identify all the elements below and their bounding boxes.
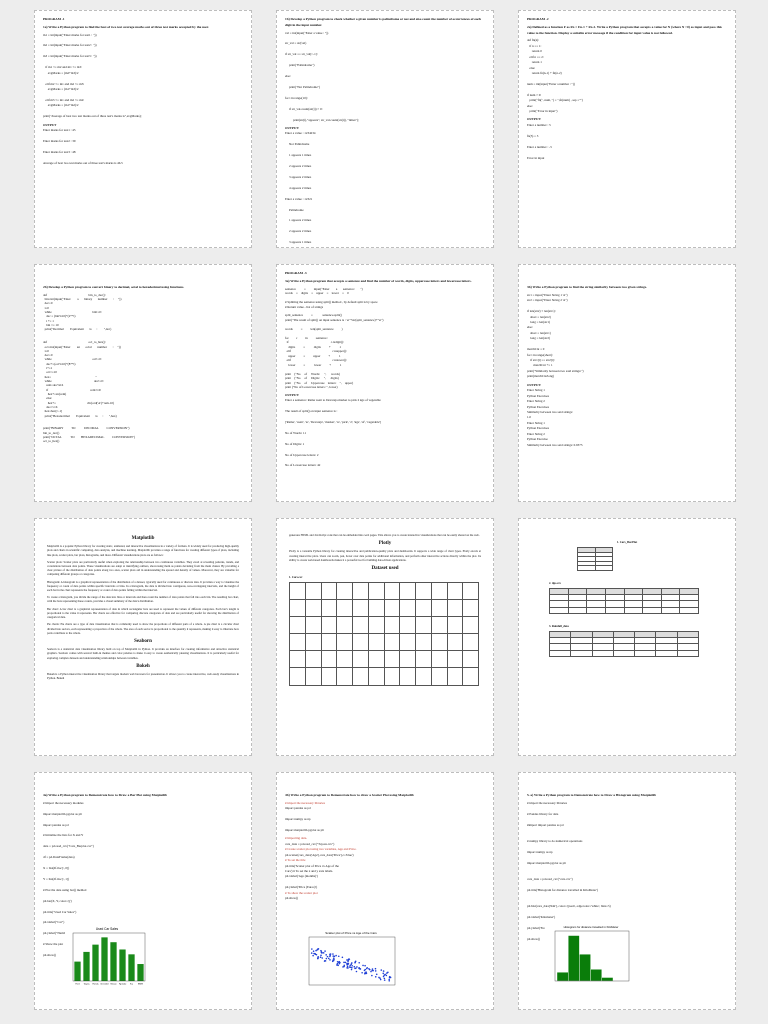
scatter-point	[320, 950, 322, 952]
scatter-point	[380, 969, 382, 971]
scatter-point	[346, 967, 348, 969]
histogram-km	[545, 923, 635, 989]
scatter-point	[351, 962, 353, 964]
para-histogram-2: To create a histogram, you divide the range of the data into bins or intervals and then count the number of data points that fall into each bin. The resulting bar chart, with the bars representing these counts, provides a visual summary of the data's distribution.	[47, 595, 239, 604]
scatter-point	[347, 966, 349, 968]
para-pie: Pie charts: Pie charts are a type of data visualization that is commonly used to show the proportions of different parts of a whole. A pie chart is a circular chart divided into sectors, each representing a proportion of the whole. The area of each sector is proportional to the quantity it represents, making it easy to illustrate how parts contribute to the whole.	[47, 622, 239, 635]
scatter-point	[323, 952, 325, 954]
scatter-point	[325, 954, 327, 956]
page-5	[276, 264, 494, 502]
comment-import: # import the necessary libraries	[285, 800, 326, 805]
tick-label: BMW	[138, 983, 143, 986]
scatter-point	[383, 970, 385, 972]
scatter-point	[371, 975, 373, 977]
tick-label: Nissan	[110, 983, 117, 986]
scatter-point	[327, 956, 329, 958]
scatter-point	[338, 961, 340, 963]
tick-label: Chevrolet	[100, 983, 109, 986]
scatter-point	[354, 966, 356, 968]
scatter-point	[346, 964, 348, 966]
histogram-bar	[602, 978, 613, 981]
table-row	[290, 582, 479, 599]
para-bar: Bar chart: A bar chart is a graphical representation of data in which rectangular bars are used to represent the values of different categories. Each bar's length is proportional to the value it represents. Bar charts are effective for comparing discrete categories of data and are particularly useful for showing the distribution of categorical data.	[47, 606, 239, 620]
scatter-point	[313, 953, 315, 955]
scatter-point	[351, 965, 353, 967]
page-4-heading: 2b) Develop a Python program to convert binary to decimal, octal to hexadecimal using functions.	[43, 285, 185, 289]
page-1-heading: 1a) Write a Python program to find the best of two test average marks out of three test marks accepted by the user.	[43, 24, 209, 29]
bar	[83, 952, 89, 981]
scatter-point	[321, 957, 323, 959]
page-10-code: # Import the necessary modules import matplotlib.pyplot as plt import pandas as pd # Initialize the lists for X and Y data = pd.read_csv("Cars_Barplot.csv") df = pd.DataFrame(data) X = list(df.iloc[:, 0]) Y = list(df.iloc[:, 1]) # Plot the data using bar() method plt.bar(X, Y, color='g') plt.title("Used Car Sales") plt.xlabel("Car") plt.ylabel("Number Sold") # Show the plot plt.show()	[43, 800, 94, 958]
scatter-point	[375, 968, 377, 970]
comment-show: # To show the scatter plot	[285, 890, 318, 895]
scatter-point	[345, 962, 347, 964]
scatter-point	[321, 952, 323, 954]
cars-table	[289, 582, 479, 686]
table-row	[290, 651, 479, 668]
para-bokeh-cont: generates HTML and JavaScript code that can be embedded into web pages. This allows you to create interactive visualizations that can be easily shared on the web.	[289, 533, 480, 537]
scatter-point	[347, 961, 349, 963]
table-row	[578, 566, 613, 571]
scatter-point	[324, 960, 326, 962]
page-7	[34, 518, 252, 756]
code-imports: import pandas as pd import numpy as np import matplotlib.pyplot as plt	[285, 806, 324, 832]
scatter-chart-price-vs-age	[299, 929, 399, 993]
page-3-output-label: OUTPUT:	[527, 117, 542, 122]
rainfall-table	[549, 631, 699, 657]
scatter-point	[329, 956, 331, 958]
scatter-point	[375, 976, 377, 978]
scatter-point	[346, 959, 348, 961]
scatter-point	[364, 970, 366, 972]
section-matplotlib: Matplotlib	[131, 536, 155, 541]
scatter-point	[378, 977, 380, 979]
scatter-point	[332, 953, 334, 955]
para-seaborn: Seaborn is a statistical data visualization library built on top of Matplotlib in Python. It provides an interface for creating informative and attractive statistical graphics. Seaborn comes with several built-in themes and color palettes to make it easy to create aesthetically pleasing visualizations. It is particularly useful for exploring complex datasets and understanding relationships between variables.	[47, 647, 239, 660]
page-11-heading: 4b) Write a Python program to Demonstrate how to draw a Scatter Plot using Matplotlib	[285, 793, 414, 797]
comment-title: # To set the title	[285, 858, 306, 863]
scatter-point	[326, 958, 328, 960]
scatter-point	[342, 957, 344, 959]
scatter-point	[329, 959, 331, 961]
scatter-point	[355, 961, 357, 963]
scatter-point	[362, 965, 364, 967]
page-2-code: val = int(input("Enter a value : ")) str_val = str(val) if str_val == str_val[::-1]: print("Palindrome") else: print("Not Palindrome") for i in range(10): if str_val.count(str(i)) > 0: print(str(i),"appears", str_val.count(str(i)), "times");	[285, 30, 359, 122]
scatter-point	[343, 962, 345, 964]
bar	[74, 962, 80, 981]
histogram-bar	[579, 954, 590, 981]
page-1	[34, 10, 252, 248]
scatter-point	[369, 969, 371, 971]
scatter-point	[339, 963, 341, 965]
table-row	[290, 633, 479, 650]
scatter-point	[311, 952, 313, 954]
scatter-point	[372, 968, 374, 970]
scatter-point	[361, 972, 363, 974]
page-12	[518, 772, 736, 1010]
page-2	[276, 10, 494, 248]
scatter-point	[356, 966, 358, 968]
chart-title: Used Car Sales	[95, 927, 119, 931]
scatter-point	[333, 957, 335, 959]
bar	[92, 945, 98, 981]
table-row	[550, 650, 699, 656]
page-3-title: PROGRAM -2	[527, 17, 549, 21]
scatter-point	[384, 979, 386, 981]
page-10-heading: 4a) Write a Python program to Demonstrate how to Draw a Bar Plot using Matplotlib	[43, 793, 168, 797]
scatter-point	[386, 972, 388, 974]
scatter-point	[317, 956, 319, 958]
page-4	[34, 264, 252, 502]
code-show: plt.show()	[285, 896, 299, 901]
scatter-point	[388, 980, 390, 982]
tick-label: Kia	[130, 983, 133, 986]
comment-scatter: # Create scatter plot using two variables, Age and Price.	[285, 847, 357, 852]
scatter-point	[342, 966, 344, 968]
page-2-heading: 1b) Develop a Python program to check whether a given number is palindrome or not and also count the number of occurrences of each digit in the input number.	[285, 17, 481, 27]
page-5-title: PROGRAM -3	[285, 271, 307, 275]
tick-label: Honda	[92, 983, 99, 986]
scatter-point	[359, 968, 361, 970]
bar	[137, 964, 143, 981]
comment-importing-data: # Importing data.	[285, 836, 308, 841]
page-6-output-label: OUTPUT:	[527, 382, 542, 387]
scatter-point	[349, 965, 351, 967]
scatter-point	[317, 949, 319, 951]
scatter-point	[337, 965, 339, 967]
scatter-point	[389, 976, 391, 978]
page-1-title: PROGRAM -1	[43, 17, 65, 21]
scatter-point	[335, 955, 337, 957]
bar	[119, 949, 125, 981]
scatter-point	[328, 958, 330, 960]
dataset-cars-label: 1. Cars.csv	[289, 575, 303, 580]
page-10	[34, 772, 252, 1010]
table-row	[290, 616, 479, 633]
page-5-output-label: OUTPUT:	[285, 392, 300, 397]
page-3-heading: 2a) Defined as a function F as Fn = Fn-1 + Fn-2. Write a Python program that accepts a value for N (where N >0) as input and pass this value to the function. Display a suitable error message if the condition for input value is not followed.	[527, 24, 722, 35]
bar-chart-used-car-sales	[65, 925, 149, 989]
histogram-bar	[568, 936, 579, 981]
scatter-point	[332, 955, 334, 957]
scatter-point	[333, 960, 335, 962]
page-1-code: m1 = int(input("Enter marks for test1 : ")) m2 = int(input("Enter marks for test2 : ")) m3 = int(input("Enter marks for test3 : ")) if m1 <= m2 and m1 <= m3: avgMarks = (m2+m3)/2 elif m2 <= m1 and m2 <= m3: avgMarks = (m1+m3)/2 elif m3 <= m1 and m2 <= m2: avgMarks = (m1+m2)/2 print("Average of best two test marks out of three test's marks is",avgMarks);	[43, 32, 142, 119]
scatter-point	[351, 969, 353, 971]
page-6-heading: 3b) Write a Python program to find the string similarity between two given strings.	[527, 285, 647, 289]
page-6-code: str1 = input("Enter String 1 \n") str2 = input("Enter String 2 \n") if len(str2) < len(str1): short = len(str2) long = len(str1) else: short = len(str1) long = len(str2) matchCnt = 0 for i in range(short): if str1[i] == str2[i]: matchCnt += 1 print("Similarity between two said strings:") print(matchCnt/long)	[527, 292, 584, 379]
bar	[110, 942, 116, 981]
code-read-csv: cars_data = pd.read_csv("Toyota.csv")	[285, 841, 335, 846]
dataset-tips-label: 2. tips.csv	[549, 580, 561, 585]
scatter-point	[371, 970, 373, 972]
scatter-point	[315, 950, 317, 952]
page-2-output-label: OUTPUT:	[285, 126, 300, 130]
scatter-point	[338, 955, 340, 957]
scatter-point	[364, 972, 366, 974]
scatter-point	[384, 978, 386, 980]
scatter-point	[375, 970, 377, 972]
page-3	[518, 10, 736, 248]
scatter-point	[376, 974, 378, 976]
table-row	[290, 599, 479, 616]
para-histogram: Histogram: A histogram is a graphical representation of the distribution of a dataset, typically used for continuous or discrete data. It provides a way to visualize the frequency or count of data points within specific intervals or bins. In a histogram, the data is divided into contiguous, non-overlapping intervals, and the height of each bar in the chart represents the frequency or count of data points falling within that interval.	[47, 579, 239, 593]
page-11	[276, 772, 494, 1010]
para-bokeh: Bokeh is a Python interactive visualization library that targets modern web browsers for presentation. It allows you to create interactive, web-ready visualizations in Python. Bokeh	[47, 672, 239, 681]
page-1-output: Enter marks for test1 : 45 Enter marks for test2 : 39 Enter marks for test3 : 48 Average of best two test marks out of three test's marks is 46.5	[43, 128, 123, 165]
page-3-code: def fn(n): if n == 1: return 0 elif n == 2: return 1 else: return fn(n-1) + fn(n-2) num = int(input("Enter a number : ")) if num > 0: print("fn(", num, ") = ",fn(num) , sep ="") else: print("Error in input")	[527, 38, 583, 114]
scatter-point	[337, 963, 339, 965]
page-9	[518, 518, 736, 756]
dataset-cars-barplot-label: 1. Cars_Bar.Plot	[616, 540, 638, 544]
scatter-point	[343, 965, 345, 967]
scatter-point	[370, 971, 372, 973]
bar	[101, 937, 107, 981]
scatter-point	[349, 958, 351, 960]
histogram-bar	[557, 972, 568, 981]
scatter-point	[358, 962, 360, 964]
table-row	[550, 607, 699, 613]
section-dataset: Dataset used	[371, 566, 399, 572]
page-6-output: Enter String 1 Python Exercises Enter String 2 Python Exercises Similarity between two said strings: 1.0 Enter String 1 Python Exercises Enter String 2 Python Exercise Similarity between two said strings: 0.9375	[527, 388, 583, 447]
page-5-code: sentence = input("Enter a sentence: ") words = digits = upper = lower = 0 # Splitting the sentence using split() method , by default split is by space # Return value - list of strings split_sentence = sentence.split() print("The result of split() on input sentence is : \n"+str(split_sentence)+"\n") words = len(split_sentence ) for c in sentence: if c.isdigit(): digits = digits + 1 elif c.isupper(): upper = upper + 1 elif c.islower(): lower = lower + 1 print ("No of Words: ", words) print ("No of Digits: ", digits) print ("No of Uppercase letters: ", upper) print ("No of Lowercase letters: ", lower)	[285, 286, 384, 390]
scatter-point	[383, 974, 385, 976]
page-6	[518, 264, 736, 502]
bar	[128, 954, 134, 981]
scatter-point	[366, 967, 368, 969]
chart-title: Scatter plot of Price vs Age of the Cars	[325, 931, 377, 935]
dataset-rainfall-label: 3. Rainfall_data	[549, 623, 569, 628]
scatter-point	[380, 979, 382, 981]
para-plotly: Plotly is a versatile Python library for creating interactive and publication-quality plots and dashboards. It supports a wide range of chart types. Plotly excels at creating interactive plots. Users can zoom, pan, hover over data points for additional information, and perform other interactive actions directly within the plot. Its ability to create web-based dashboards makes it a powerful tool for building data-driven applications.	[289, 549, 481, 562]
scatter-point	[320, 956, 322, 958]
chart-title: Histogram for distance travelled in KiloMeter	[563, 925, 619, 929]
scatter-point	[312, 955, 314, 957]
scatter-point	[315, 953, 317, 955]
page-8	[276, 518, 494, 756]
scatter-point	[356, 971, 358, 973]
tick-label: Ford	[75, 983, 80, 986]
scatter-point	[364, 965, 366, 967]
scatter-point	[388, 979, 390, 981]
scatter-point	[313, 950, 315, 952]
scatter-point	[324, 950, 326, 952]
para-scatter: Scatter plots: Scatter plots are particularly useful when exploring the relationship between two continuous variables. They excel at revealing patterns, trends, and correlations between data points. These visualizations are adept at identifying outliers, showcasing them as points deviating from the main cluster. By providing a clear picture of the distribution of data points along two axes, scatter plots aid in understanding the spread and density of values. Moreover, they are valuable for comparing different groups or categories.	[47, 559, 239, 577]
section-seaborn: Seaborn	[134, 638, 152, 644]
code-title: plt.title('Scatter plot of Price vs Age of the Cars') # To set the x and y axis labels.	[285, 863, 339, 874]
scatter-point	[354, 968, 356, 970]
page-5-output: Enter a sentence: Rama went to Devaraja market to pick 2 kgs of vegetable The result of split() on input sentence is : ['Rama', 'went', 'to', 'Devaraja', 'market', 'to', 'pick', '2', 'kgs', 'of', 'vegetable'] No of Words: 11 No of Digits: 1 No of Uppercase letters: 2 No of Lowercase letters: 42	[285, 398, 382, 468]
scatter-point	[311, 948, 313, 950]
scatter-point	[382, 973, 384, 975]
cars-barplot-table	[577, 547, 613, 571]
page-1-output-label: OUTPUT	[43, 122, 57, 127]
code-labels: plt.xlabel('Age (months)') plt.ylabel('Price (Euros)')	[285, 874, 318, 890]
scatter-point	[386, 975, 388, 977]
histogram-bar	[591, 969, 602, 981]
tick-label: Toyota	[83, 983, 90, 986]
code-scatter: plt.scatter(cars_data['Age'],cars_data['Price'],c='blue')	[285, 852, 354, 857]
page-3-output: Enter a number : 5 fn(5) = 3 Enter a number : -5 Error in input	[527, 122, 552, 160]
page-12-code: # import the necessary libraries # Pandas library for data #import import pandas as pd # numpy library to do numerical operations import numpy as np import matplotlib.pyplot as plt cars_data = pd.read_csv("cars.csv") plt.title('Histogram for distance travelled in KiloMeter') plt.hist(cars_data['Km'], color='green', edgecolor='white', bins=5) plt.xlabel('Kilometer') plt.ylabel('Frequency') plt.show()	[527, 800, 611, 941]
scatter-point	[320, 955, 322, 957]
tick-label: Hyundai	[118, 983, 127, 986]
section-bokeh: Bokeh	[136, 663, 150, 669]
page-4-code: def bin_to_dec(): bin=int(input("Enter a binary number : ")) dec=0 i=0 while bin!=0: dec = (bin%10)*(2**i) i += 1 bin //= 10 print("Decimal Equivalent is : ",dec) def oct_to_hex(): oct=int(input("Enter an octal number : ")) i=0 dec=0 while oct!=0: dec+=(oct%10)*(8**i) i+=1 oct//=10 hex= '' while dec!=0: rem=dec%16 if rem<10: hex+=str(rem) else: hex+= chr(ord('A')+rem-10) dec//=16 hex=hex[::-1] print("Hexadecimal Equivalent is : ",hex) print("BINARY TO DECIMAL CONVERSION") bin_to_dec() print("OCTAL TO HEXADECIMAL CONVERSION") oct_to_hex()	[43, 292, 136, 444]
page-12-heading: 5. a) Write a Python program to Demonstrate how to Draw a Histogram using Matplotlib	[527, 793, 657, 797]
scatter-point	[350, 966, 352, 968]
table-row	[290, 668, 479, 685]
scatter-point	[366, 973, 368, 975]
page-5-heading: 3a) Write a Python program that accepts a sentence and find the number of words, digits, uppercase letters and lowercase letters.	[285, 278, 472, 283]
para-matplotlib: Matplotlib is a popular Python library for creating static, animated, and interactive visualizations in a variety of formats. It is widely used for producing high-quality plots and charts in scientific computing, data analysis, and machine learning. Matplotlib provides a range of functions for creating different types of plots, including line plots, scatter plots, bar plots, histograms, and more. Different visualizations plots are as follows:	[47, 544, 239, 557]
tips-table	[549, 588, 699, 614]
scatter-point	[348, 963, 350, 965]
page-2-output: Enter a value : 1234234 Not Palindrome 1 appears 1 times 2 appears 2 times 3 appears 2 times 4 appears 2 times Enter a value : 12321 Palindrome 1 appears 2 times 2 appears 2 times 3 appears 1 times	[285, 131, 316, 245]
section-plotly: Plotly	[378, 541, 392, 547]
